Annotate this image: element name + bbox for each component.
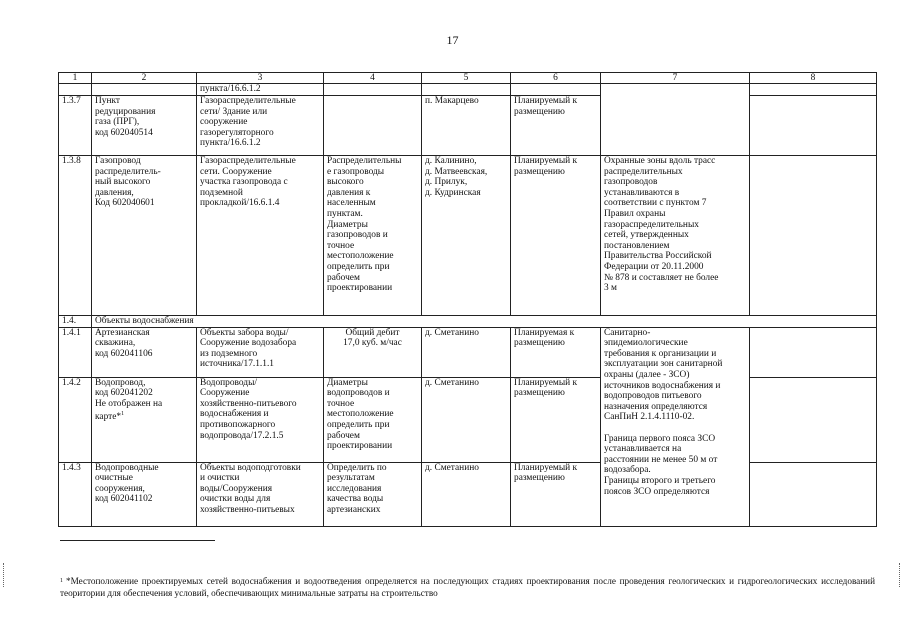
table-row [59, 462, 877, 526]
header-cell: 4 [324, 73, 422, 84]
section-row [59, 316, 877, 328]
header-cell: 8 [750, 73, 877, 84]
row-number: 1.4.2 [59, 377, 92, 462]
object-location: д. Сметанино [422, 377, 511, 462]
object-status: Планируемый к размещению [511, 96, 601, 156]
row-number: 1.3.7 [59, 96, 92, 156]
table-cell [92, 84, 197, 96]
object-name: Пункт редуцирования газа (ПРГ), код 602040514 [92, 96, 197, 156]
object-type: Газораспределительные сети. Сооружение участка газопровода с подземной прокладкой/16.6.1.4 [197, 156, 324, 316]
header-cell: 7 [601, 73, 750, 84]
header-row [59, 73, 877, 84]
protection-zone: Охранные зоны вдоль трасс распределительных газопроводов устанавливаются в соответствии с пунктом 7 Правил охраны газораспределительных сетей, утвержденных постановлением Правительства Российской Федерации от 20.11.2000 № 878 и составляет не более 3 м [601, 156, 750, 316]
object-name-text: Водопровод, код 602041202 Не отображен на карте* [95, 377, 163, 423]
object-characteristics: Общий дебит 17,0 куб. м/час [324, 327, 422, 377]
table-cell [750, 156, 877, 316]
object-status: Планируемая к размещению [511, 327, 601, 377]
footnote-mark: 1 [60, 578, 63, 584]
header-cell: 6 [511, 73, 601, 84]
object-location: п. Макарцево [422, 96, 511, 156]
water-protection-zone: Санитарно- эпидемиологические требования к организации и эксплуатации зон санитарной охраны (далее - ЗСО) источников водоснабжения и водопроводов питьевого назначения определяются СанПиН 2.1.4.1110-02. Граница первого пояса ЗСО устанавливается на расстоянии не менее 50 м от водозабора. Границы второго и третьего поясов ЗСО определяются [601, 327, 750, 526]
object-characteristics: Определить по результатам исследования качества воды артезианских [324, 462, 422, 526]
scan-margin-mark-left [3, 563, 6, 587]
row-number: 1.4.3 [59, 462, 92, 526]
object-status: Планируемый к размещению [511, 462, 601, 526]
footnote [60, 575, 875, 599]
table-cell [750, 96, 877, 156]
object-name: Водопроводные очистные сооружения, код 602041102 [92, 462, 197, 526]
section-title: Объекты водоснабжения [92, 316, 877, 328]
header-cell: 2 [92, 73, 197, 84]
table-cell [422, 84, 511, 96]
table-cell: пункта/16.6.1.2 [197, 84, 324, 96]
row-number: 1.3.8 [59, 156, 92, 316]
scan-margin-mark-right [899, 563, 902, 587]
object-name: Газопровод распределитель- ный высокого давления, Код 602040601 [92, 156, 197, 316]
row-number: 1.4.1 [59, 327, 92, 377]
header-cell: 1 [59, 73, 92, 84]
table-cell [601, 84, 750, 156]
page-number: 17 [446, 33, 459, 47]
table-row [59, 84, 877, 96]
section-number: 1.4. [59, 316, 92, 328]
object-characteristics: Диаметры водопроводов и точное местоположение определить при рабочем проектировании [324, 377, 422, 462]
table-cell [750, 327, 877, 377]
object-location: д. Сметанино [422, 462, 511, 526]
object-location: д. Сметанино [422, 327, 511, 377]
table-row [59, 377, 877, 462]
table-cell [750, 84, 877, 96]
table-cell [59, 84, 92, 96]
table-cell [750, 462, 877, 526]
object-type: Объекты водоподготовки и очистки воды/Сооружения очистки воды для хозяйственно-питьевых [197, 462, 324, 526]
footnote-divider [60, 540, 215, 541]
header-cell: 3 [197, 73, 324, 84]
object-name [92, 377, 197, 462]
footnote-text: *Местоположение проектируемых сетей водоснабжения и водоотведения определяется на последующих стадиях проектирования после проведения геологических и гидрогеологических исследований теоритории для обеспечения условий, обеспечивающих минимальные затраты на строительство [60, 576, 875, 598]
table-cell [750, 377, 877, 462]
object-type: Водопроводы/ Сооружение хозяйственно-питьевого водоснабжения и противопожарного водопровода/17.2.1.5 [197, 377, 324, 462]
object-name: Артезианская скважина, код 602041106 [92, 327, 197, 377]
table-cell [511, 84, 601, 96]
table-row [59, 327, 877, 377]
table-cell [324, 84, 422, 96]
object-type: Газораспределительные сети/ Здание или сооружение газорегуляторного пункта/16.6.1.2 [197, 96, 324, 156]
object-location: д. Калинино, д. Матвеевская, д. Прилук, д. Кудринская [422, 156, 511, 316]
table-row [59, 96, 877, 156]
object-characteristics [324, 96, 422, 156]
object-status: Планируемый к размещению [511, 156, 601, 316]
object-characteristics: Распределительны е газопроводы высокого давления к населенным пунктам. Диаметры газопроводов и точное местоположение определить при рабочем проектировании [324, 156, 422, 316]
object-type: Объекты забора воды/ Сооружение водозабора из подземного источника/17.1.1.1 [197, 327, 324, 377]
planned-objects-table [58, 72, 877, 527]
object-status: Планируемый к размещению [511, 377, 601, 462]
header-cell: 5 [422, 73, 511, 84]
table-row [59, 156, 877, 316]
footnote-ref: 1 [121, 411, 125, 418]
